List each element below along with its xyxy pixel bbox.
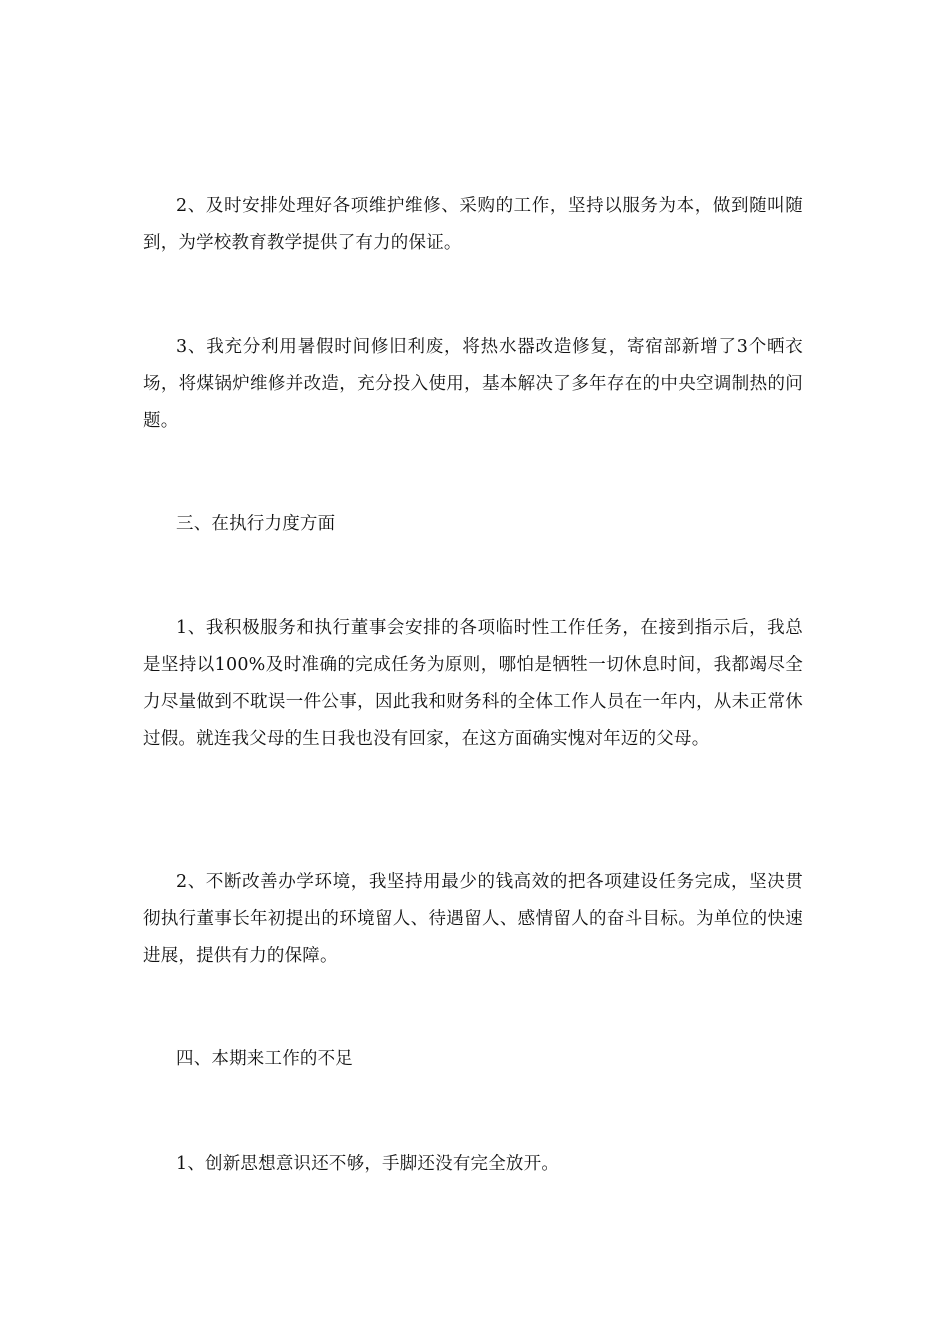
paragraph-execution: 1、我积极服务和执行董事会安排的各项临时性工作任务，在接到指示后，我总是坚持以100%及时准确的完成任务为原则，哪怕是牺牲一切休息时间，我都竭尽全力尽量做到不耽误一件公事，因此我和财务科的全体工作人员在一年内，从未正常休过假。就连我父母的生日我也没有回家，在这方面确实愧对年迈的父母。 (143, 618, 803, 749)
section-heading-shortcomings: 四、本期来工作的不足 (176, 1049, 353, 1069)
section-heading-execution: 三、在执行力度方面 (176, 514, 336, 534)
paragraph-summer-repairs: 3、我充分利用暑假时间修旧利废，将热水器改造修复，寄宿部新增了3个晒衣场，将煤锅炉维修并改造，充分投入使用，基本解决了多年存在的中央空调制热的问题。 (143, 337, 803, 431)
paragraph-environment: 2、不断改善办学环境，我坚持用最少的钱高效的把各项建设任务完成，坚决贯彻执行董事长年初提出的环境留人、待遇留人、感情留人的奋斗目标。为单位的快速进展，提供有力的保障。 (143, 872, 803, 966)
paragraph-maintenance: 2、及时安排处理好各项维护维修、采购的工作，坚持以服务为本，做到随叫随到，为学校教育教学提供了有力的保证。 (143, 196, 803, 253)
paragraph-innovation: 1、创新思想意识还不够，手脚还没有完全放开。 (176, 1154, 560, 1174)
